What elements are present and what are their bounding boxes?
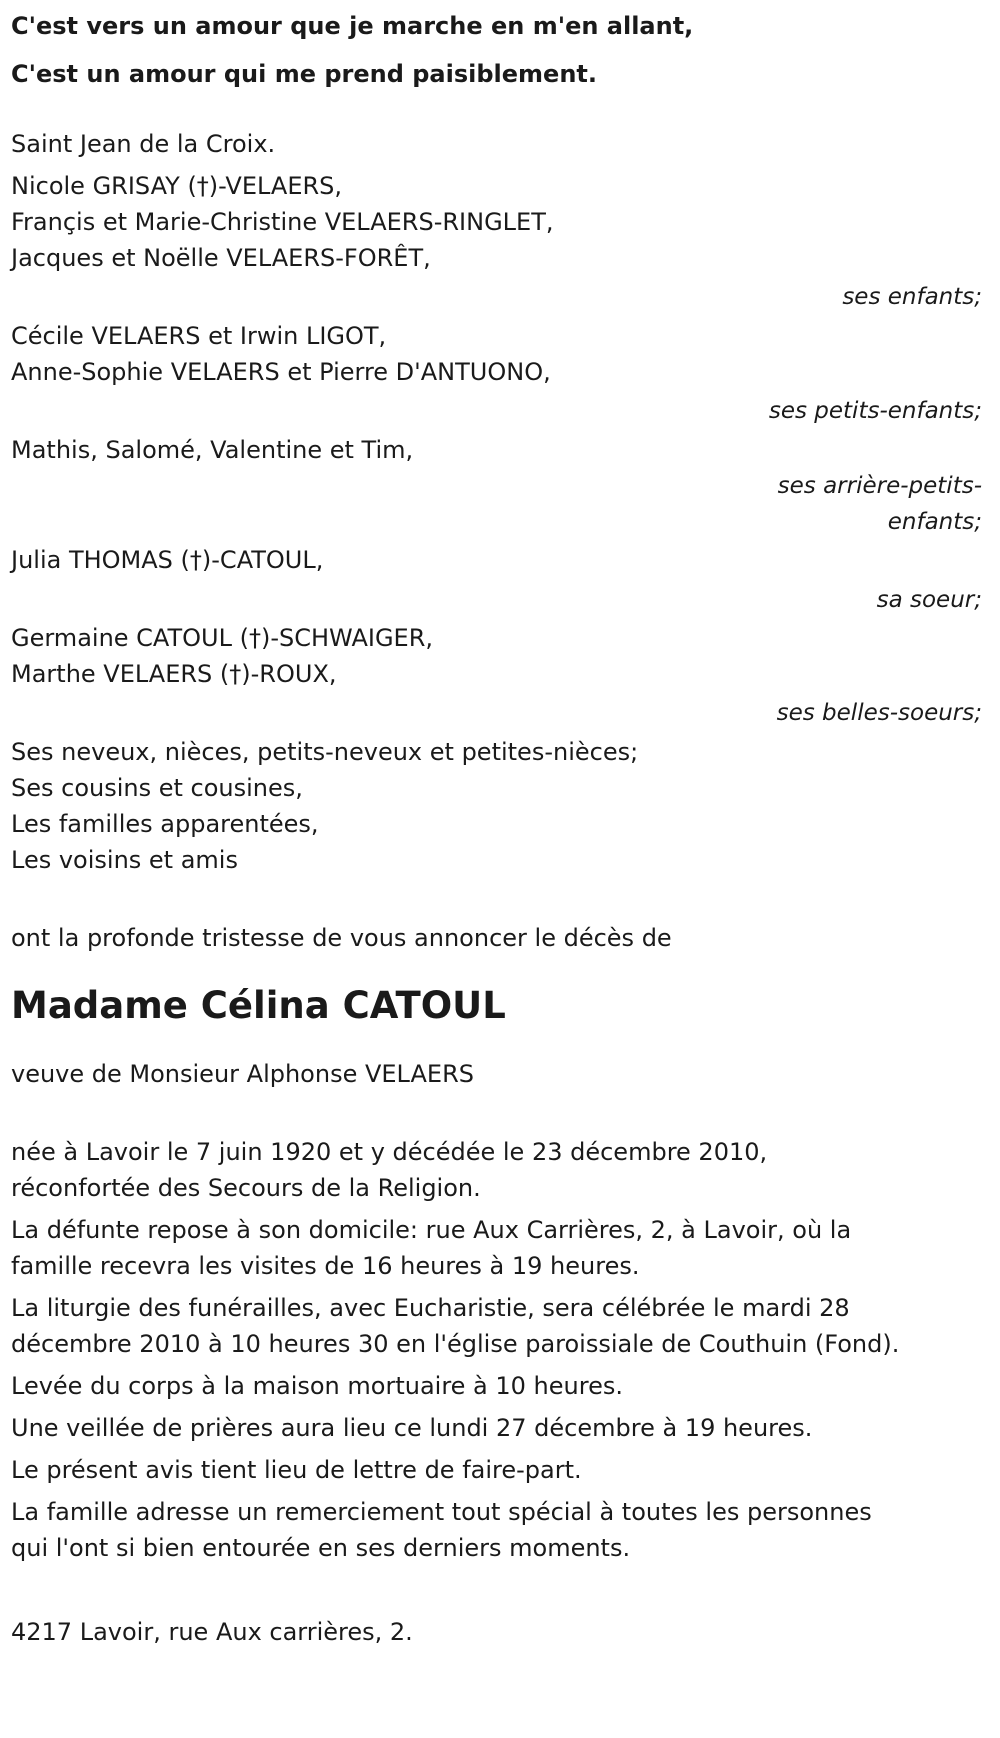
role-great-grandchildren-line-1: ses arrière-petits-	[777, 473, 982, 499]
other-relatives-line: Ses cousins et cousines,	[11, 774, 303, 802]
role-children: ses enfants;	[842, 284, 982, 310]
rest-line: famille recevra les visites de 16 heures à 19 heures.	[11, 1252, 640, 1280]
sister-name: Julia THOMAS (†)-CATOUL,	[11, 546, 324, 574]
thanks-line: qui l'ont si bien entourée en ses derniers moments.	[11, 1534, 631, 1562]
quote-line-2: C'est un amour qui me prend paisiblement.	[11, 60, 598, 88]
child-name: Jacques et Noëlle VELAERS-FORÊT,	[11, 244, 431, 272]
liturgy-line: La liturgie des funérailles, avec Eucharistie, sera célébrée le mardi 28	[11, 1294, 850, 1322]
notice-paragraph	[11, 1452, 982, 1488]
vigil-paragraph	[11, 1410, 982, 1446]
great-grandchild-name: Mathis, Salomé, Valentine et Tim,	[11, 436, 414, 464]
birth-death-line: née à Lavoir le 7 juin 1920 et y décédée le 23 décembre 2010,	[11, 1138, 768, 1166]
role-sister: sa soeur;	[876, 587, 982, 613]
other-relatives-line: Ses neveux, nièces, petits-neveux et petites-nièces;	[11, 738, 639, 766]
sister-in-law-name: Marthe VELAERS (†)-ROUX,	[11, 660, 337, 688]
birth-death-line: réconfortée des Secours de la Religion.	[11, 1174, 481, 1202]
sister-in-law-name: Germaine CATOUL (†)-SCHWAIGER,	[11, 624, 434, 652]
sisters-in-law-block	[11, 620, 982, 734]
other-relatives-line: Les voisins et amis	[11, 846, 238, 874]
great-grandchildren-block	[11, 432, 982, 540]
child-name: Françis et Marie-Christine VELAERS-RINGLET,	[11, 208, 554, 236]
address-line: 4217 Lavoir, rue Aux carrières, 2.	[11, 1618, 413, 1646]
role-grandchildren: ses petits-enfants;	[768, 398, 982, 424]
other-relatives-line: Les familles apparentées,	[11, 810, 319, 838]
other-relatives-block	[11, 734, 982, 878]
child-name: Nicole GRISAY (†)-VELAERS,	[11, 172, 343, 200]
sister-block	[11, 540, 982, 620]
vigil-line: Une veillée de prières aura lieu ce lundi 27 décembre à 19 heures.	[11, 1414, 813, 1442]
grandchild-name: Anne-Sophie VELAERS et Pierre D'ANTUONO,	[11, 358, 551, 386]
grandchild-name: Cécile VELAERS et Irwin LIGOT,	[11, 322, 387, 350]
role-sisters-in-law: ses belles-soeurs;	[776, 700, 982, 726]
thanks-line: La famille adresse un remerciement tout spécial à toutes les personnes	[11, 1498, 872, 1526]
role-great-grandchildren-line-2: enfants;	[887, 509, 982, 535]
deceased-name: Madame Célina CATOUL	[11, 984, 506, 1027]
levee-line: Levée du corps à la maison mortuaire à 10 heures.	[11, 1372, 623, 1400]
birth-death-paragraph	[11, 1134, 982, 1206]
thanks-paragraph	[11, 1494, 982, 1566]
quote-author: Saint Jean de la Croix.	[11, 130, 276, 158]
levee-paragraph	[11, 1368, 982, 1404]
children-block	[11, 168, 982, 318]
liturgy-line: décembre 2010 à 10 heures 30 en l'église paroissiale de Couthuin (Fond).	[11, 1330, 900, 1358]
quote-line-1: C'est vers un amour que je marche en m'en allant,	[11, 12, 694, 40]
rest-line: La défunte repose à son domicile: rue Aux Carrières, 2, à Lavoir, où la	[11, 1216, 852, 1244]
rest-paragraph	[11, 1212, 982, 1284]
announcement-text: ont la profonde tristesse de vous annoncer le décès de	[11, 924, 672, 952]
widow-of-text: veuve de Monsieur Alphonse VELAERS	[11, 1060, 474, 1088]
grandchildren-block	[11, 318, 982, 432]
notice-line: Le présent avis tient lieu de lettre de faire-part.	[11, 1456, 582, 1484]
liturgy-paragraph	[11, 1290, 982, 1362]
